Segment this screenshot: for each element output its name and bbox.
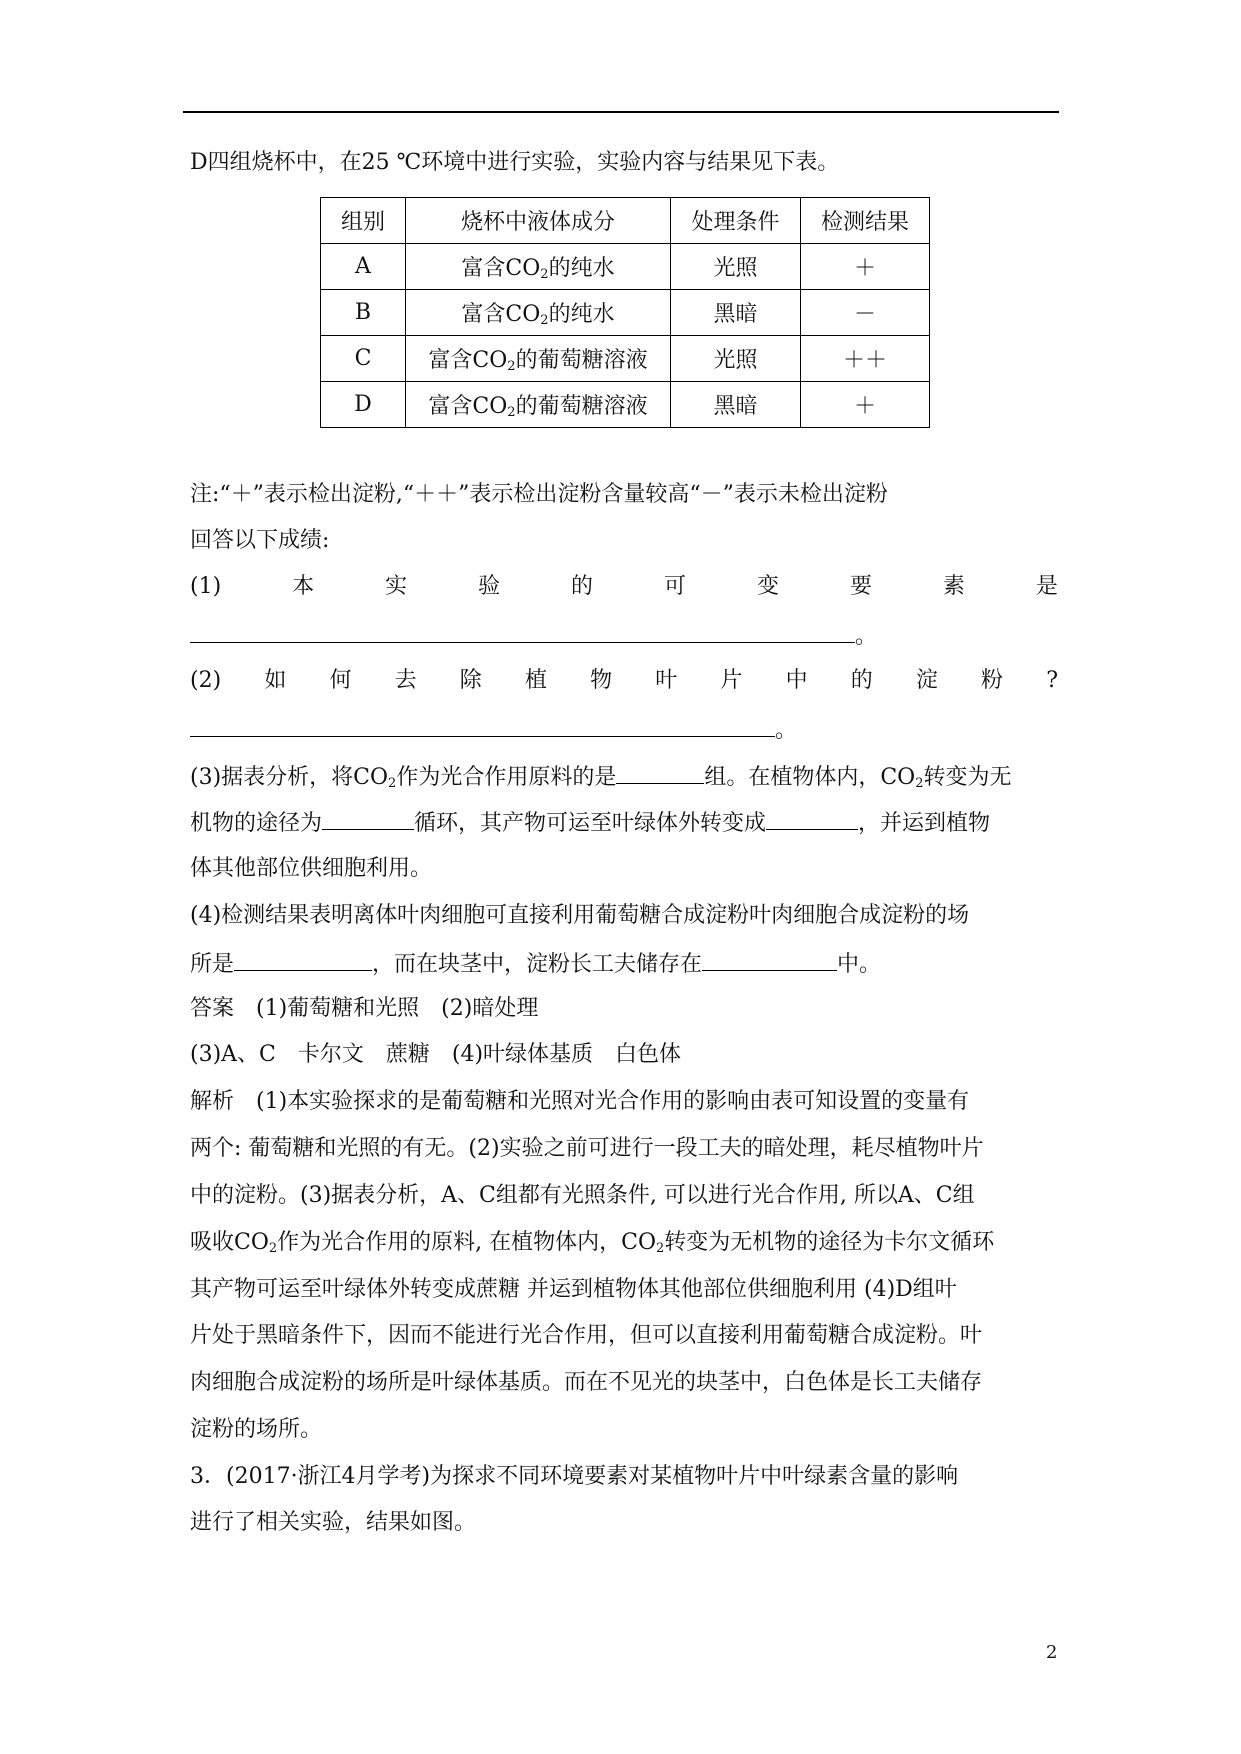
answer-prompt: 回答以下成绩: (190, 528, 330, 553)
experiment-table (320, 197, 930, 428)
analysis-line-1: 解析 (1)本实验探求的是葡萄糖和光照对光合作用的影响由表可知设置的变量有 (190, 1089, 970, 1114)
answer-blank-4a[interactable] (234, 948, 372, 971)
cell-group: D (321, 382, 406, 428)
cell-liquid: 富含$CO_2$的葡萄糖溶液 (406, 382, 671, 428)
question-2: (2) 如 何 去 除 植 物 叶 片 中 的 淀 粉 ? (190, 668, 1058, 693)
analysis-line-2: 两个: 葡萄糖和光照的有无。(2)实验之前可进行一段工夫的暗处理，耗尽植物叶片 (190, 1136, 984, 1161)
cell-condition: 黑暗 (671, 290, 801, 336)
table-row (321, 336, 930, 382)
cell-result: ＋＋ (801, 336, 930, 382)
question-3-line-3: 体其他部位供细胞利用。 (190, 856, 433, 881)
question-4-line-1: (4)检测结果表明离体叶肉细胞可直接利用葡萄糖合成淀粉叶肉细胞合成淀粉的场 (190, 903, 970, 928)
header-result: 检测结果 (801, 198, 930, 244)
cell-liquid: 富含$CO_2$的葡萄糖溶液 (406, 336, 671, 382)
cell-group: A (321, 244, 406, 290)
analysis-line-8: 淀粉的场所。 (190, 1417, 323, 1442)
question-1: (1) 本 实 验 的 可 变 要 素 是 (190, 574, 1058, 599)
table-header-row (321, 198, 930, 244)
answer-line-2: (3)A、C 卡尔文 蔗糖 (4)叶绿体基质 白色体 (190, 1042, 682, 1067)
answer-blank-2[interactable]: 。 (190, 714, 797, 746)
answer-blank-3a[interactable] (616, 761, 704, 784)
analysis-line-5: 其产物可运至叶绿体外转变成蔗糖 并运到植物体其他部位供细胞利用 (4)D组叶 (190, 1277, 957, 1302)
question-3-line-1: (3)据表分析，将$CO_2$作为光合作用原料的是 组。在植物体内，$CO_2$转变为无 (190, 761, 1012, 793)
cell-group: C (321, 336, 406, 382)
answer-line-1: 答案 (1)葡萄糖和光照 (2)暗处理 (190, 996, 539, 1021)
answer-blank-4b[interactable] (702, 948, 837, 971)
cell-result: ＋ (801, 244, 930, 290)
page-number: 2 (1046, 1642, 1058, 1663)
header-group: 组别 (321, 198, 406, 244)
table-row (321, 382, 930, 428)
question-4-line-2: 所是 ，而在块茎中，淀粉长工夫储存在 中。 (190, 948, 881, 980)
cell-condition: 光照 (671, 244, 801, 290)
answer-blank-3c[interactable] (766, 807, 858, 830)
header-condition: 处理条件 (671, 198, 801, 244)
table-row (321, 244, 930, 290)
cell-result: － (801, 290, 930, 336)
cell-result: ＋ (801, 382, 930, 428)
cell-condition: 黑暗 (671, 382, 801, 428)
analysis-line-3: 中的淀粉。(3)据表分析，A、C组都有光照条件, 可以进行光合作用, 所以A、C组 (190, 1183, 975, 1208)
header-liquid: 烧杯中液体成分 (406, 198, 671, 244)
header-rule (183, 111, 1059, 113)
cell-liquid: 富含$CO_2$的纯水 (406, 290, 671, 336)
question-3-line-2: 机物的途径为 循环，其产物可运至叶绿体外转变成 ，并运到植物 (190, 807, 990, 839)
cell-condition: 光照 (671, 336, 801, 382)
table-note: 注:“＋”表示检出淀粉,“＋＋”表示检出淀粉含量较高“－”表示未检出淀粉 (190, 482, 888, 507)
analysis-line-7: 肉细胞合成淀粉的场所是叶绿体基质。而在不见光的块茎中，白色体是长工夫储存 (190, 1370, 983, 1395)
cell-liquid: 富含$CO_2$的纯水 (406, 244, 671, 290)
answer-blank-3b[interactable] (322, 807, 414, 830)
answer-blank-1[interactable]: 。 (190, 620, 877, 652)
intro-text: D四组烧杯中，在25 ℃环境中进行实验，实验内容与结果见下表。 (190, 150, 840, 175)
next-question-line-2: 进行了相关实验，结果如图。 (190, 1510, 477, 1535)
analysis-line-4: 吸收$CO_2$作为光合作用的原料, 在植物体内，$CO_2$转变为无机物的途径为卡尔文循环 (190, 1230, 995, 1256)
next-question-line-1: 3．(2017·浙江4月学考)为探求不同环境要素对某植物叶片中叶绿素含量的影响 (190, 1464, 959, 1489)
table-row (321, 290, 930, 336)
analysis-line-6: 片处于黑暗条件下，因而不能进行光合作用，但可以直接利用葡萄糖合成淀粉。叶 (190, 1323, 983, 1348)
cell-group: B (321, 290, 406, 336)
